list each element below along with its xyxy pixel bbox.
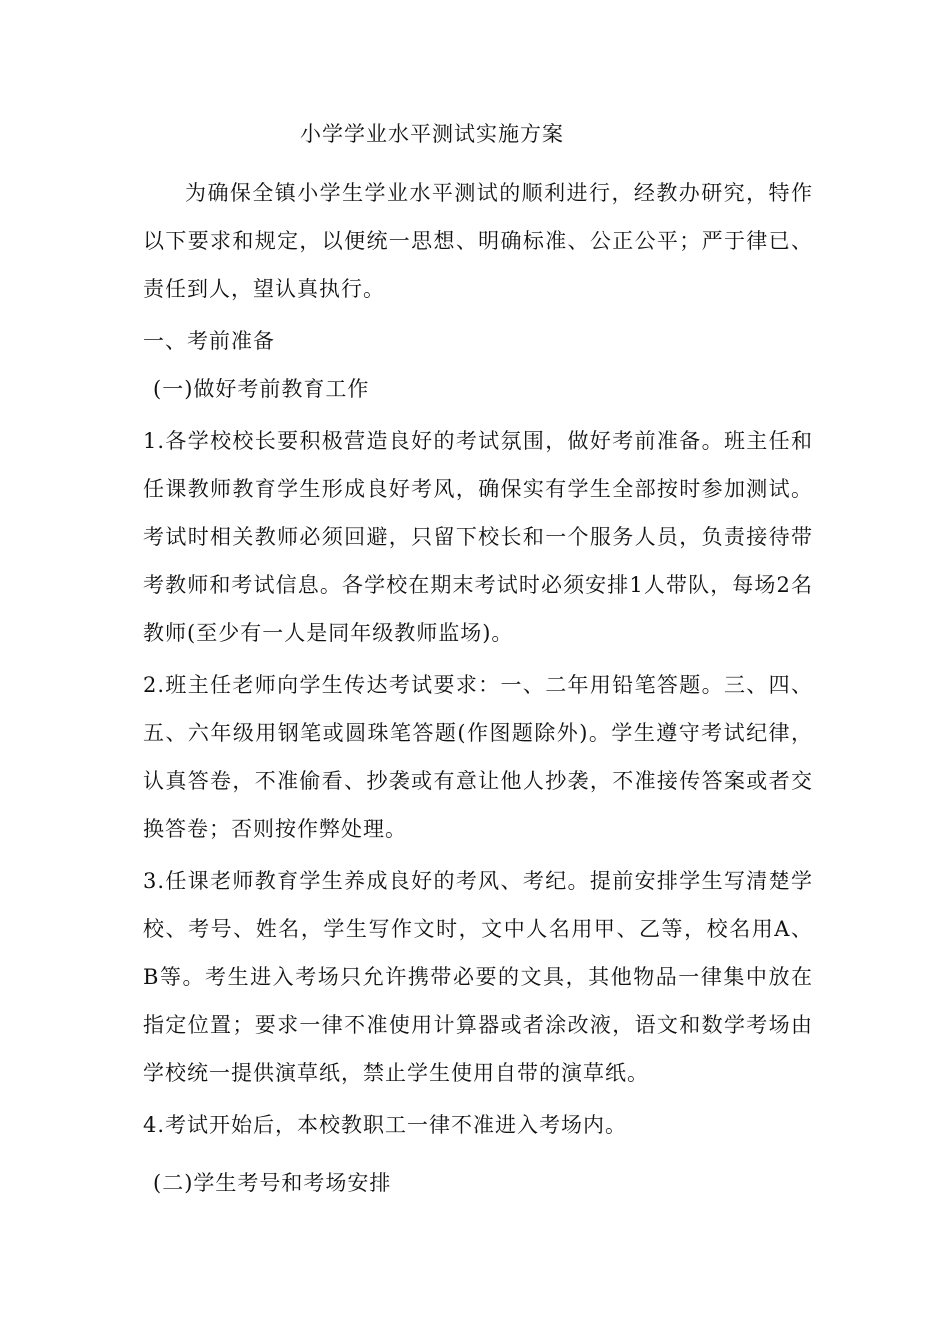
document-body	[143, 169, 813, 1207]
list-item-4: 4.考试开始后，本校教职工一律不准进入考场内。	[143, 1113, 628, 1137]
intro-paragraph: 为确保全镇小学生学业水平测试的顺利进行，经教办研究，特作以下要求和规定，以便统一思想、明确标准、公正公平；严于律已、责任到人，望认真执行。	[143, 181, 813, 301]
subsection-heading-2: (二)学生考号和考场安排	[153, 1171, 392, 1195]
list-item-1: 1.各学校校长要积极营造良好的考试氛围，做好考前准备。班主任和任课教师教育学生形成良好考风，确保实有学生全部按时参加测试。考试时相关教师必须回避，只留下校长和一个服务人员，负责接待带考教师和考试信息。各学校在期末考试时必须安排1人带队，每场2名教师(至少有一人是同年级教师监场)。	[143, 429, 813, 645]
list-item-2: 2.班主任老师向学生传达考试要求：一、二年用铅笔答题。三、四、五、六年级用钢笔或圆珠笔答题(作图题除外)。学生遵守考试纪律，认真答卷，不准偷看、抄袭或有意让他人抄袭，不准接传答案或者交换答卷；否则按作弊处理。	[143, 673, 813, 841]
list-item-3: 3.任课老师教育学生养成良好的考风、考纪。提前安排学生写清楚学校、考号、姓名，学生写作文时，文中人名用甲、乙等，校名用A、B等。考生进入考场只允许携带必要的文具，其他物品一律集中放在指定位置；要求一律不准使用计算器或者涂改液，语文和数学考场由学校统一提供演草纸，禁止学生使用自带的演草纸。	[143, 869, 813, 1085]
document-title: 小学学业水平测试实施方案	[300, 122, 564, 146]
section-heading-1: 一、考前准备	[143, 329, 275, 353]
subsection-heading-1: (一)做好考前教育工作	[153, 377, 370, 401]
